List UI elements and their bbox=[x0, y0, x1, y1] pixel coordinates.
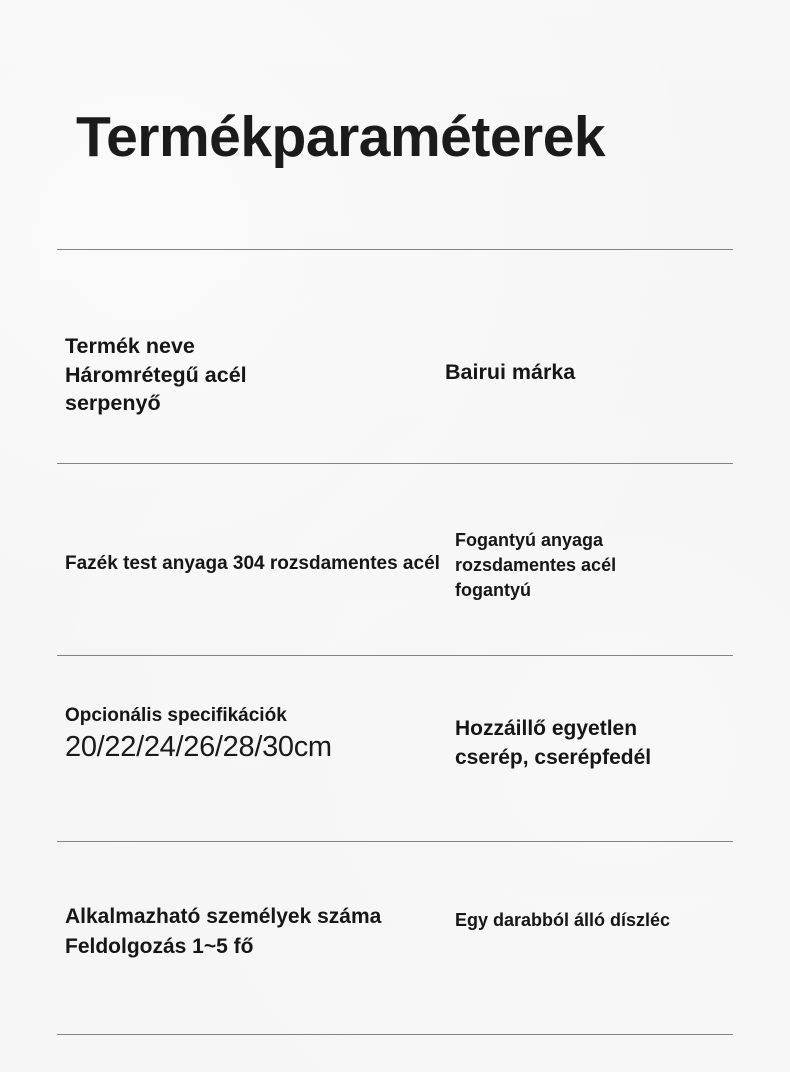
divider-bottom bbox=[57, 1034, 733, 1035]
spec-cell-right bbox=[455, 702, 790, 772]
matching-lid-text: Hozzáillő egyetlen cserép, cserépfedél bbox=[455, 717, 652, 769]
spec-row bbox=[0, 702, 790, 822]
divider-row-3 bbox=[57, 841, 733, 842]
spec-cell-left bbox=[0, 332, 445, 418]
spec-row bbox=[0, 332, 790, 450]
optional-specifications-value: 20/22/24/26/28/30cm bbox=[65, 731, 332, 763]
spec-cell-right bbox=[445, 332, 790, 386]
divider-row-1 bbox=[57, 463, 733, 464]
brand-text: Bairui márka bbox=[445, 360, 576, 384]
spec-row bbox=[0, 528, 790, 638]
spec-cell-left bbox=[0, 702, 455, 766]
optional-specifications-label: Opcionális specifikációk bbox=[65, 705, 287, 726]
page-title: Termékparaméterek bbox=[76, 105, 606, 169]
divider-row-2 bbox=[57, 655, 733, 656]
spec-cell-right bbox=[455, 528, 790, 603]
divider-top bbox=[57, 249, 733, 250]
product-name-text: Termék neve Háromrétegű acél serpenyő bbox=[65, 334, 247, 415]
page-title-block bbox=[0, 98, 790, 184]
spec-row bbox=[0, 902, 790, 1012]
one-piece-trim-text: Egy darabból álló díszléc bbox=[455, 910, 671, 930]
handle-material-text: Fogantyú anyaga rozsdamentes acél fogantyú bbox=[455, 530, 617, 600]
spec-cell-right bbox=[455, 902, 790, 933]
spec-cell-left bbox=[0, 528, 455, 577]
spec-cell-left bbox=[0, 902, 455, 962]
pot-body-material-text: Fazék test anyaga 304 rozsdamentes acél bbox=[65, 553, 440, 574]
applicable-people-text: Alkalmazható személyek száma Feldolgozás 1~5 fő bbox=[65, 905, 382, 958]
